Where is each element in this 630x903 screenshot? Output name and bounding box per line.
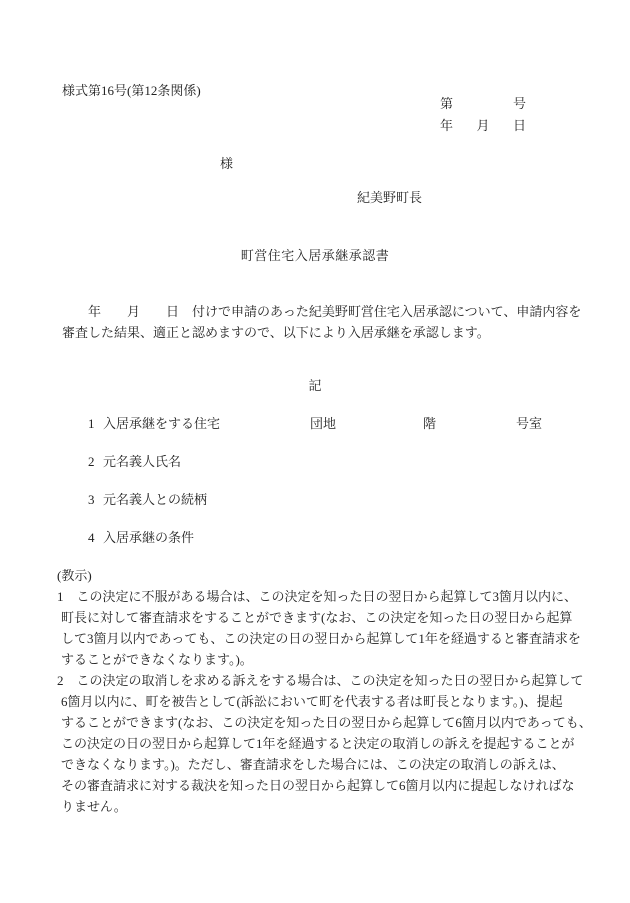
doc-number-suffix: 号 — [512, 96, 526, 111]
item-row-housing — [0, 417, 630, 433]
doc-number-prefix: 第 — [440, 96, 454, 111]
kyoji-line: その審査請求に対する裁決を知った日の翌日から起算して6箇月以内に提起しなければな — [61, 778, 575, 793]
kyoji-line: することができます(なお、この決定を知った日の翌日から起算して6箇月以内であっても、 — [61, 715, 592, 730]
kyoji-line: 6箇月以内に、町を被告として(訴訟において町を代表する者は町長となります。)、提起 — [61, 694, 563, 709]
document-title: 町営住宅入居承継承認書 — [240, 248, 390, 263]
addressee-honorific: 様 — [220, 156, 234, 171]
item-row-conditions — [0, 531, 630, 547]
kyoji-line: することができなくなります。)。 — [61, 652, 253, 667]
sender-title: 紀美野町長 — [357, 190, 423, 205]
kyoji-line: りません。 — [61, 799, 127, 814]
kyoji-line: して3箇月以内であっても、この決定の日の翌日から起算して1年を経過すると審査請求を — [61, 631, 581, 646]
date-year-label: 年 — [440, 118, 454, 133]
kyoji-line: この決定の日の翌日から起算して1年を経過すると決定の取消しの訴えを提起することが — [61, 736, 575, 751]
body-paragraph-line-1: 年 月 日 付けで申請のあった紀美野町営住宅入居承認について、申請内容を — [62, 304, 582, 319]
field-label-room: 号室 — [516, 416, 543, 431]
kyoji-notice-block — [57, 565, 602, 817]
item-label: 入居承継の条件 — [103, 530, 195, 545]
date-month-label: 月 — [476, 118, 490, 133]
kyoji-line: できなくなります。)。ただし、審査請求をした場合には、この決定の取消しの訴えは、 — [61, 757, 565, 772]
kyoji-line: 1 この決定に不服がある場合は、この決定を知った日の翌日から起算して3箇月以内に、 — [57, 589, 578, 604]
kyoji-line: 町長に対して審査請求をすることができます(なお、この決定を知った日の翌日から起算 — [61, 610, 573, 625]
item-label: 元名義人との続柄 — [103, 492, 208, 507]
document-date-line — [440, 119, 526, 133]
item-number: 4 — [88, 530, 95, 545]
item-label: 入居承継をする住宅 — [103, 416, 221, 431]
form-number: 様式第16号(第12条関係) — [62, 83, 201, 98]
field-label-danchi: 団地 — [310, 416, 337, 431]
document-number-line — [440, 97, 526, 111]
item-row-relationship — [0, 493, 630, 509]
body-paragraph — [62, 301, 582, 343]
kyoji-line: 2 この決定の取消しを求める訴えをする場合は、この決定を知った日の翌日から起算して — [57, 673, 584, 688]
item-number: 3 — [88, 492, 95, 507]
item-number: 1 — [88, 416, 95, 431]
date-day-label: 日 — [512, 118, 526, 133]
item-row-former-name — [0, 455, 630, 471]
kyoji-heading: (教示) — [57, 568, 92, 583]
body-paragraph-line-2: 審査した結果、適正と認めますので、以下により入居承継を承認します。 — [62, 325, 490, 340]
field-label-floor: 階 — [423, 416, 437, 431]
item-number: 2 — [88, 454, 95, 469]
ki-marker: 記 — [308, 378, 322, 393]
item-label: 元名義人氏名 — [103, 454, 182, 469]
